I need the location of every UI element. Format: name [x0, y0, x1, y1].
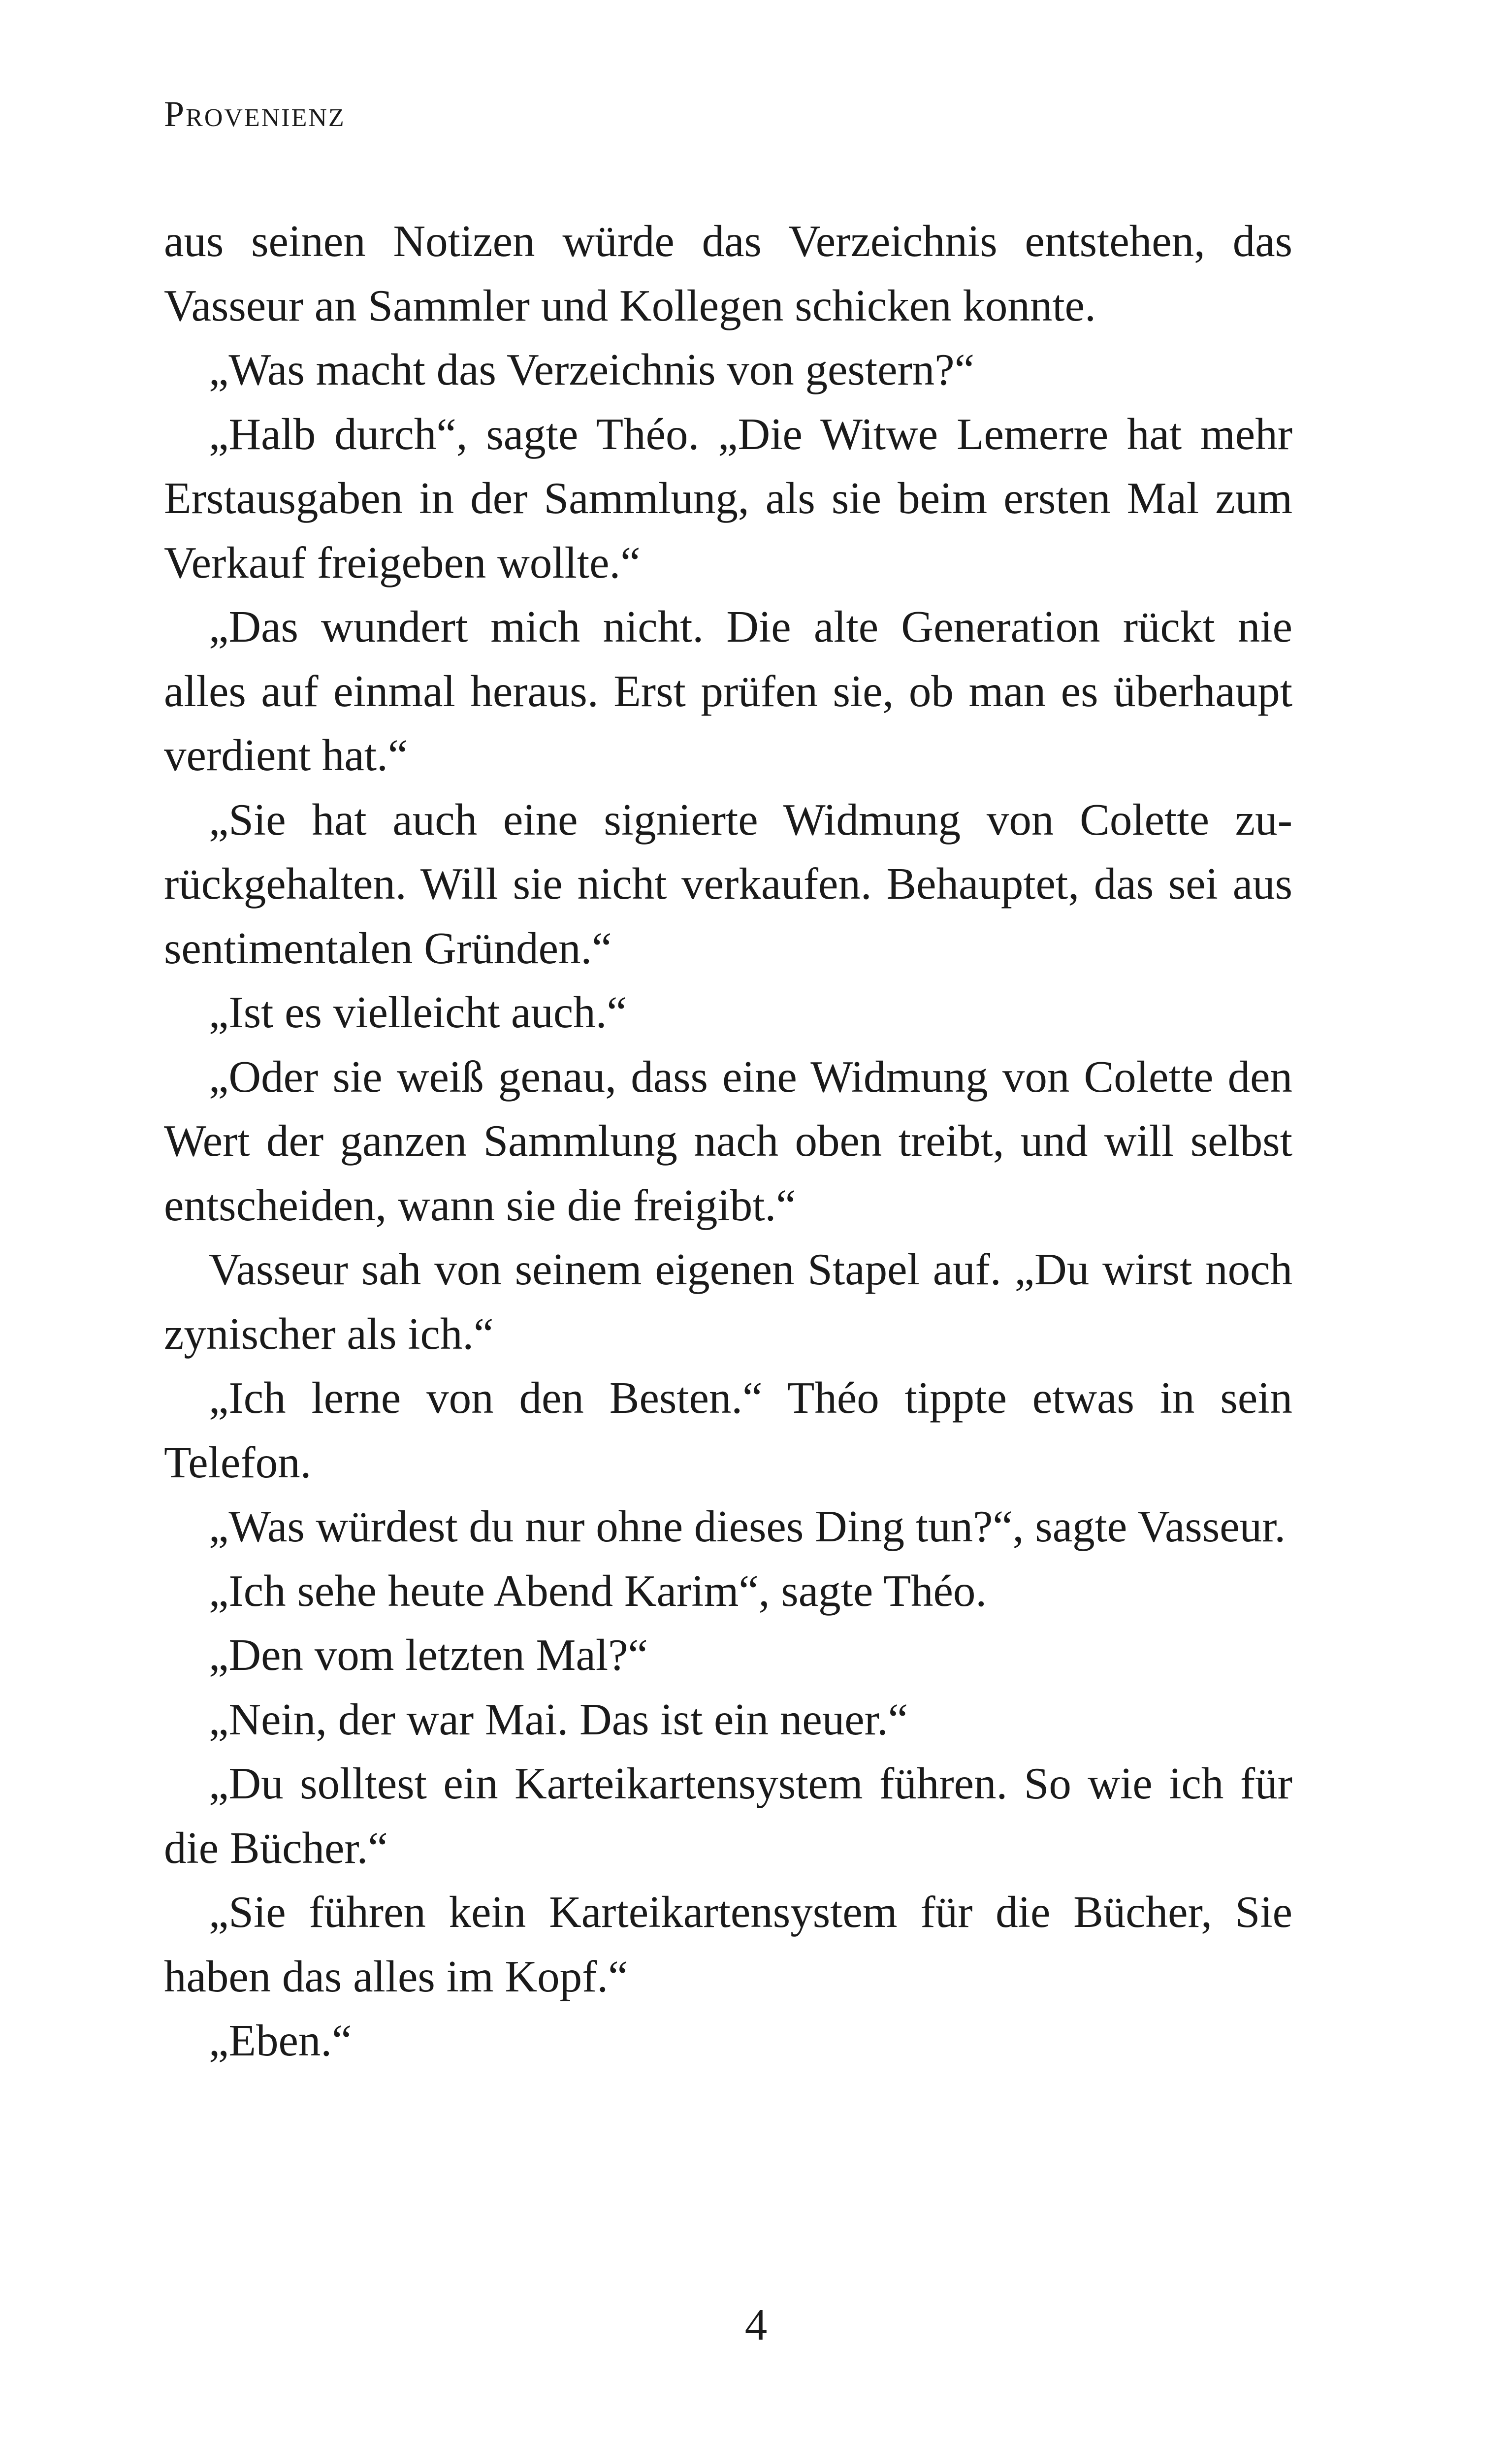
paragraph: „Den vom letzten Mal?“	[209, 1630, 648, 1680]
paragraph: „Ich sehe heute Abend Karim“, sagte Théo.	[209, 1565, 987, 1616]
paragraph: „Nein, der war Mai. Das ist ein neuer.“	[209, 1694, 908, 1744]
paragraph: „Ist es vielleicht auch.“	[209, 987, 627, 1037]
paragraph: aus seinen Notizen würde das Verzeichnis entstehen, das Vasseur an Sammler und Kollegen schicken konnte.	[164, 216, 1292, 330]
paragraph: „Sie hat auch eine signierte Widmung von Colette zurückgehalten. Will sie nicht verkaufen. Behauptet, das sei aus sentimentalen Gründen.“	[164, 794, 1292, 973]
page-number: 4	[744, 2300, 768, 2349]
paragraph: „Das wundert mich nicht. Die alte Generation rückt nie alles auf einmal heraus. Erst prüfen sie, ob man es überhaupt verdient hat.“	[164, 602, 1292, 780]
paragraph: „Eben.“	[209, 2016, 352, 2065]
body-text	[164, 209, 1292, 2073]
paragraph: „Sie führen kein Karteikartensystem für die Bücher, Sie haben das alles im Kopf.“	[164, 1887, 1292, 2001]
paragraph: „Was würdest du nur ohne dieses Ding tun?“, sagte Vasseur.	[209, 1501, 1286, 1551]
paragraph: „Oder sie weiß genau, dass eine Widmung von Colette den Wert der ganzen Sammlung nach oben treibt, und will selbst entscheiden, wann sie die freigibt.“	[164, 1051, 1292, 1230]
paragraph: „Halb durch“, sagte Théo. „Die Witwe Lemerre hat mehr Erstausgaben in der Sammlung, als sie beim ersten Mal zum Verkauf freigeben wollte.“	[164, 409, 1292, 587]
running-header: Provenienz	[164, 94, 346, 134]
paragraph: Vasseur sah von seinem eigenen Stapel auf. „Du wirst noch zynischer als ich.“	[164, 1244, 1292, 1359]
paragraph: „Du solltest ein Karteikartensystem führen. So wie ich für die Bücher.“	[164, 1759, 1292, 1873]
paragraph: „Was macht das Verzeichnis von gestern?“	[209, 345, 975, 394]
paragraph: „Ich lerne von den Besten.“ Théo tippte etwas in sein Telefon.	[164, 1373, 1292, 1487]
